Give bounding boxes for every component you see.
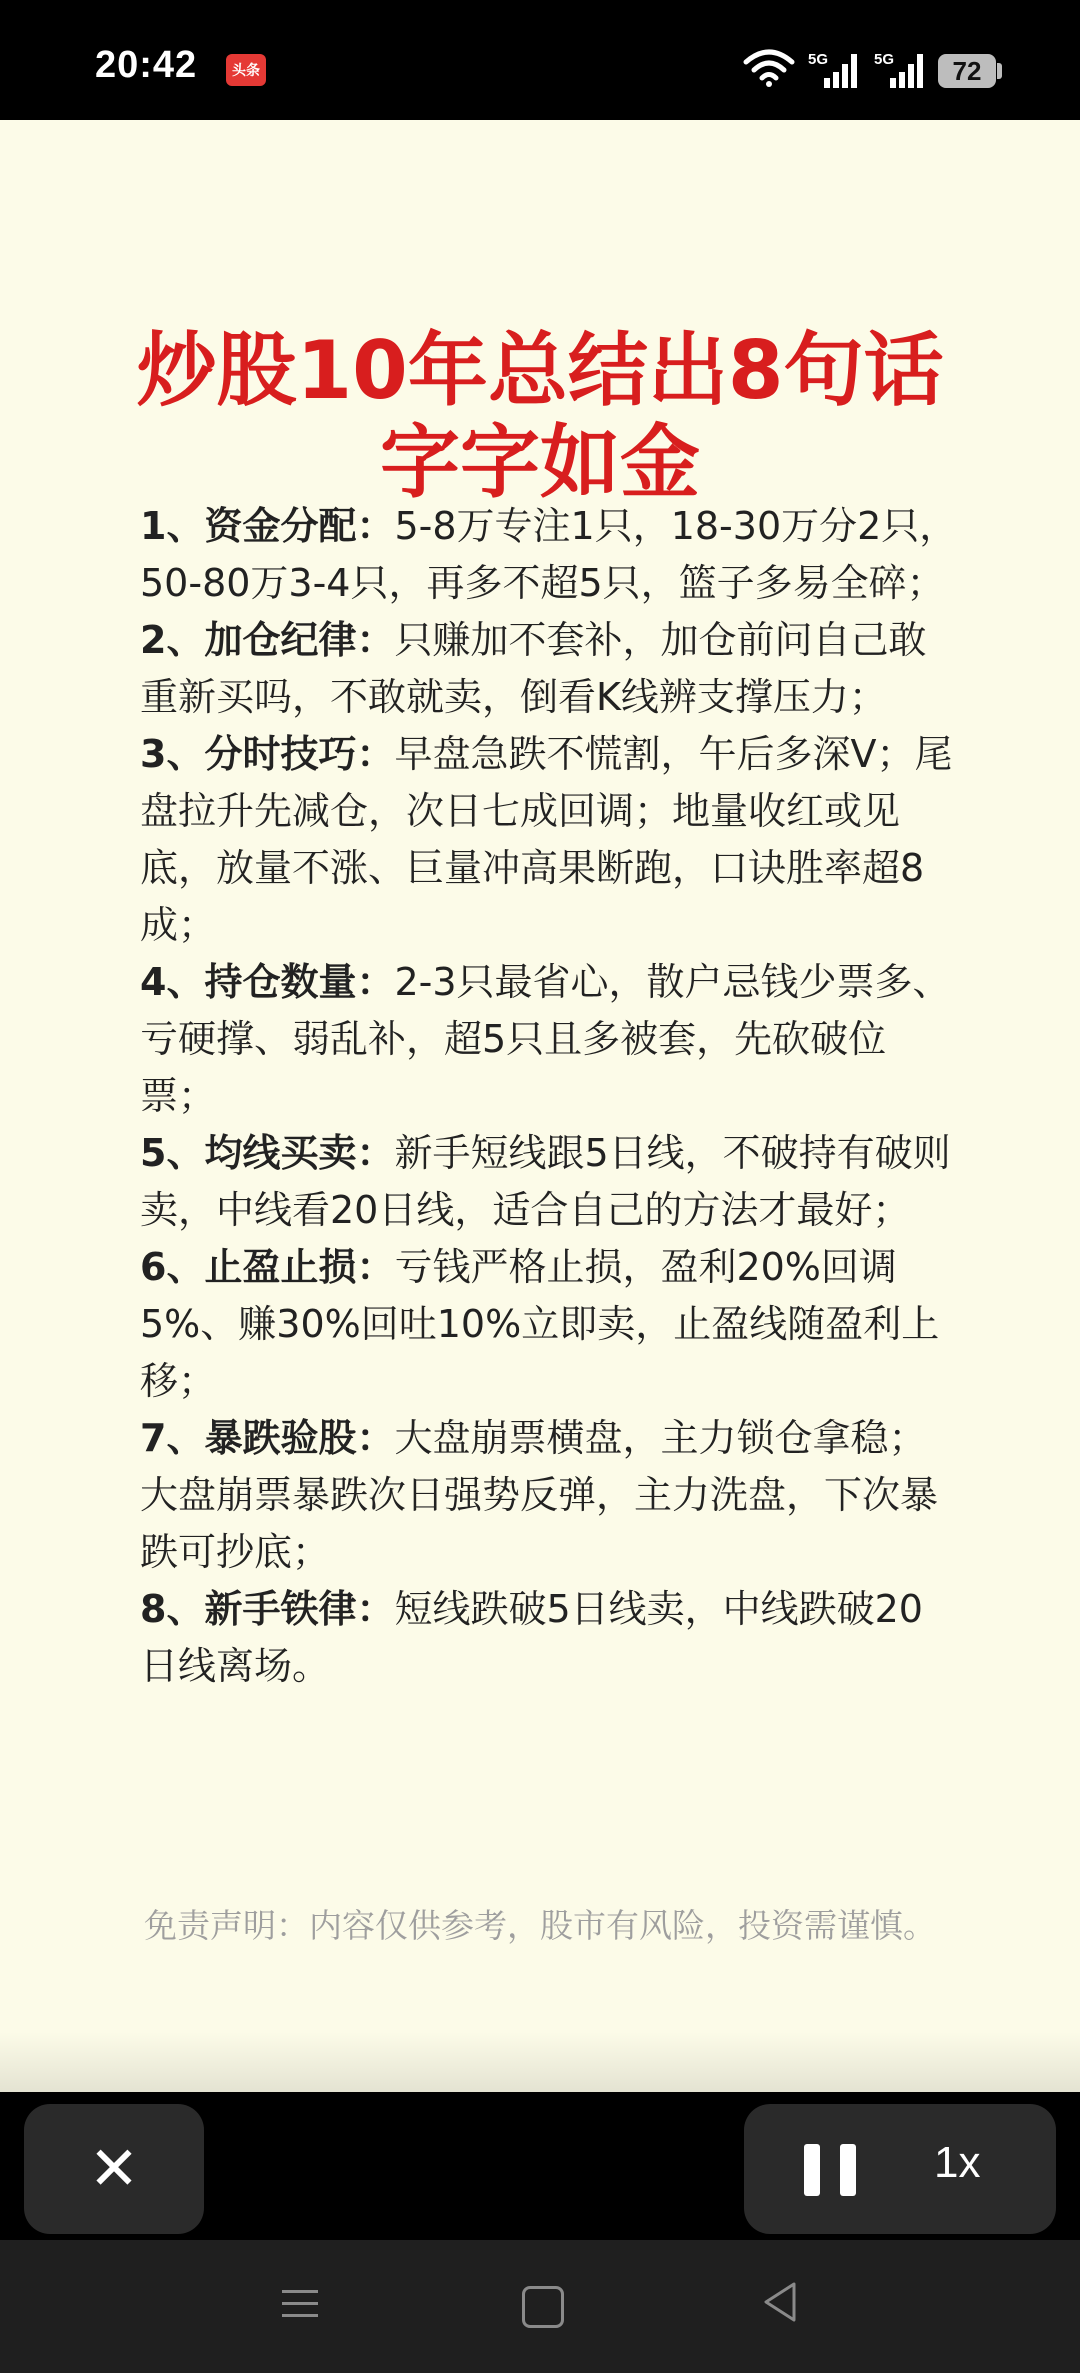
close-button[interactable] — [24, 2104, 204, 2234]
tip-heading: 7、暴跌验股： — [140, 1416, 395, 1460]
tip-body: 早盘急跌不慌割，午后多深V；尾盘拉升先减仓，次日七成回调；地量收红或见底，放量不涨、巨量冲高果断跑，口诀胜率超8成； — [140, 732, 953, 947]
tip-body: 亏钱严格止损，盈利20%回调5%、赚30%回吐10%立即卖，止盈线随盈利上移； — [140, 1245, 940, 1403]
status-bar — [0, 0, 1080, 120]
network-type-label: 5G — [874, 51, 895, 68]
tip-item — [140, 1239, 960, 1410]
pause-icon-bar — [840, 2144, 856, 2196]
wifi-icon — [742, 48, 796, 88]
tip-body: 大盘崩票横盘，主力锁仓拿稳；大盘崩票暴跌次日强势反弹，主力洗盘，下次暴跌可抄底； — [140, 1416, 939, 1574]
playback-speed-button[interactable]: 1x — [934, 2138, 981, 2187]
cellular-signal-icon — [872, 48, 928, 90]
tip-heading: 5、均线买卖： — [140, 1131, 395, 1175]
tip-item — [140, 954, 960, 1125]
title-line-2: 字字如金 — [380, 416, 700, 509]
tip-item — [140, 1581, 960, 1695]
tip-heading: 1、资金分配： — [140, 504, 395, 548]
tip-body: 短线跌破5日线卖，中线跌破20日线离场。 — [140, 1587, 923, 1688]
playback-controls — [744, 2104, 1056, 2234]
close-icon: ✕ — [88, 2134, 140, 2204]
tips-list — [140, 498, 960, 1695]
network-type-label: 5G — [808, 51, 829, 68]
tip-body: 只赚加不套补，加仓前问自己敢重新买吗，不敢就卖，倒看K线辨支撑压力； — [140, 618, 927, 719]
disclaimer: 免责声明：内容仅供参考，股市有风险，投资需谨慎。 — [144, 1906, 936, 1945]
toutiao-app-icon: 头条 — [226, 54, 266, 86]
status-time: 20:42 — [95, 44, 198, 86]
tip-body: 5-8万专注1只，18-30万分2只，50-80万3-4只，再多不超5只，篮子多易全碎； — [140, 504, 958, 605]
home-icon[interactable] — [522, 2286, 564, 2328]
tip-heading: 4、持仓数量： — [140, 960, 395, 1004]
tip-heading: 6、止盈止损： — [140, 1245, 395, 1289]
tip-item — [140, 1410, 960, 1581]
tip-heading: 8、新手铁律： — [140, 1587, 395, 1631]
battery-icon: 72 — [938, 54, 996, 88]
article-title — [0, 325, 1080, 509]
pause-icon-bar — [804, 2144, 820, 2196]
tip-item — [140, 612, 960, 726]
tip-item — [140, 498, 960, 612]
bottom-fade — [0, 2032, 1080, 2092]
tip-item — [140, 726, 960, 954]
player-controls — [0, 2092, 1080, 2240]
cellular-signal-icon — [806, 48, 862, 90]
tip-body: 2-3只最省心，散户忌钱少票多、亏硬撑、弱乱补，超5只且多被套，先砍破位票； — [140, 960, 951, 1118]
tip-item — [140, 1125, 960, 1239]
article-image — [0, 120, 1080, 2092]
pause-button[interactable] — [804, 2144, 858, 2196]
menu-icon[interactable] — [280, 2284, 320, 2324]
title-line-1: 炒股10年总结出8句话 — [136, 324, 944, 417]
tip-body: 新手短线跟5日线，不破持有破则卖，中线看20日线，适合自己的方法才最好； — [140, 1131, 951, 1232]
navigation-bar — [0, 2240, 1080, 2373]
tip-heading: 2、加仓纪律： — [140, 618, 395, 662]
battery-tip — [997, 63, 1002, 79]
back-icon[interactable] — [760, 2280, 800, 2324]
tip-heading: 3、分时技巧： — [140, 732, 395, 776]
